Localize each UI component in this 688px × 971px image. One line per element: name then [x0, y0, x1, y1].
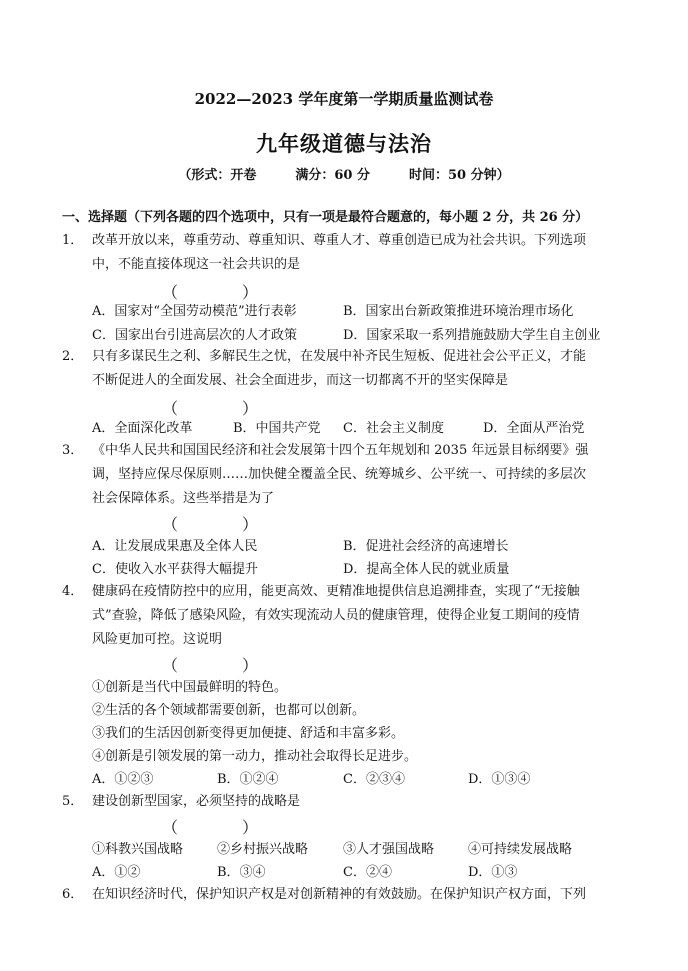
question-number: 1． [62, 233, 84, 248]
question-text-line: 中，不能直接体现这一社会共识的是 [92, 257, 301, 272]
question-text-line: 《中华人民共和国国民经济和社会发展第十四个五年规划和 2035 年远景目标纲要》强 [92, 443, 589, 458]
answer-blank: （ ） [162, 283, 259, 302]
answer-blank: （ ） [162, 818, 259, 837]
question-number: 6． [62, 887, 84, 902]
question-text-line: 不断促进人的全面发展、社会全面进步，而这一切都离不开的坚实保障是 [92, 373, 509, 388]
option-b: B．国家出台新政策推进环境治理市场化 [343, 304, 574, 319]
section-title: 一、选择题（下列各题的四个选项中，只有一项是最符合题意的，每小题 2 分，共 26 分） [62, 210, 589, 225]
exam-info: （形式：开卷 满分：60 分 时间：50 分钟） [178, 168, 510, 183]
question-text-line: 建设创新型国家，必须坚持的战略是 [92, 794, 301, 809]
question-4 [62, 580, 632, 652]
option-a: A．①②③ [92, 772, 154, 787]
question-2 [62, 345, 632, 393]
answer-blank: （ ） [162, 399, 259, 418]
statement-item: ④创新是引领发展的第一动力，推动社会取得长足进步。 [92, 749, 418, 764]
question-text-line: 在知识经济时代，保护知识产权是对创新精神的有效鼓励。在保护知识产权方面，下列 [92, 887, 587, 902]
option-d: D．国家采取一系列措施鼓励大学生自主创业 [343, 328, 601, 343]
exam-title: 2022—2023 学年度第一学期质量监测试卷 [194, 90, 494, 108]
question-6 [62, 883, 632, 907]
option-b: B．促进社会经济的高速增长 [343, 539, 509, 554]
question-number: 2． [62, 349, 84, 364]
question-text-line: 风险更加可控。这说明 [92, 632, 223, 647]
option-c: C．社会主义制度 [343, 421, 444, 436]
option-a: A．国家对“全国劳动模范”进行表彰 [92, 304, 297, 319]
answer-blank: （ ） [162, 515, 259, 534]
question-5 [62, 790, 632, 814]
option-a: A．让发展成果惠及全体人民 [92, 539, 258, 554]
question-text-line: 社会保障体系。这些举措是为了 [92, 491, 275, 506]
subject-title: 九年级道德与法治 [256, 131, 432, 156]
question-1 [62, 229, 632, 277]
question-number: 4． [62, 584, 84, 599]
statement-item: ④可持续发展战略 [468, 842, 573, 857]
question-number: 3． [62, 443, 84, 458]
option-d: D．①③④ [468, 772, 531, 787]
statement-item: ①科教兴国战略 [92, 842, 184, 857]
question-text-line: 调，坚持应保尽保原则……加快健全覆盖全民、统筹城乡、公平统一、可持续的多层次 [92, 467, 587, 482]
option-c: C．国家出台引进高层次的人才政策 [92, 328, 297, 343]
option-b: B．①②④ [217, 772, 279, 787]
question-3 [62, 439, 632, 511]
option-a: A．全面深化改革 [92, 421, 193, 436]
option-d: D．全面从严治党 [483, 421, 585, 436]
option-b: B．③④ [217, 865, 266, 880]
statement-item: ①创新是当代中国最鲜明的特色。 [92, 680, 288, 695]
answer-blank: （ ） [162, 656, 259, 675]
option-c: C．②④ [343, 865, 392, 880]
question-number: 5． [62, 794, 84, 809]
question-text-line: 改革开放以来，尊重劳动、尊重知识、尊重人才、尊重创造已成为社会共识。下列选项 [92, 233, 587, 248]
option-c: C．使收入水平获得大幅提升 [92, 562, 258, 577]
question-text-line: 只有多谋民生之利、多解民生之忧，在发展中补齐民生短板、促进社会公平正义，才能 [92, 349, 587, 364]
option-d: D．提高全体人民的就业质量 [343, 562, 510, 577]
statement-item: ③我们的生活因创新变得更加便捷、舒适和丰富多彩。 [92, 726, 405, 741]
option-a: A．①② [92, 865, 141, 880]
option-c: C．②③④ [343, 772, 405, 787]
statement-item: ③人才强国战略 [343, 842, 435, 857]
option-d: D．①③ [468, 865, 518, 880]
statement-item: ②乡村振兴战略 [217, 842, 309, 857]
question-text-line: 式”查验，降低了感染风险，有效实现流动人员的健康管理，使得企业复工期间的疫情 [92, 608, 580, 623]
statement-item: ②生活的各个领域都需要创新，也都可以创新。 [92, 703, 366, 718]
option-b: B．中国共产党 [233, 421, 321, 436]
question-text-line: 健康码在疫情防控中的应用，能更高效、更精准地提供信息追溯排查，实现了“无接触 [92, 584, 580, 599]
